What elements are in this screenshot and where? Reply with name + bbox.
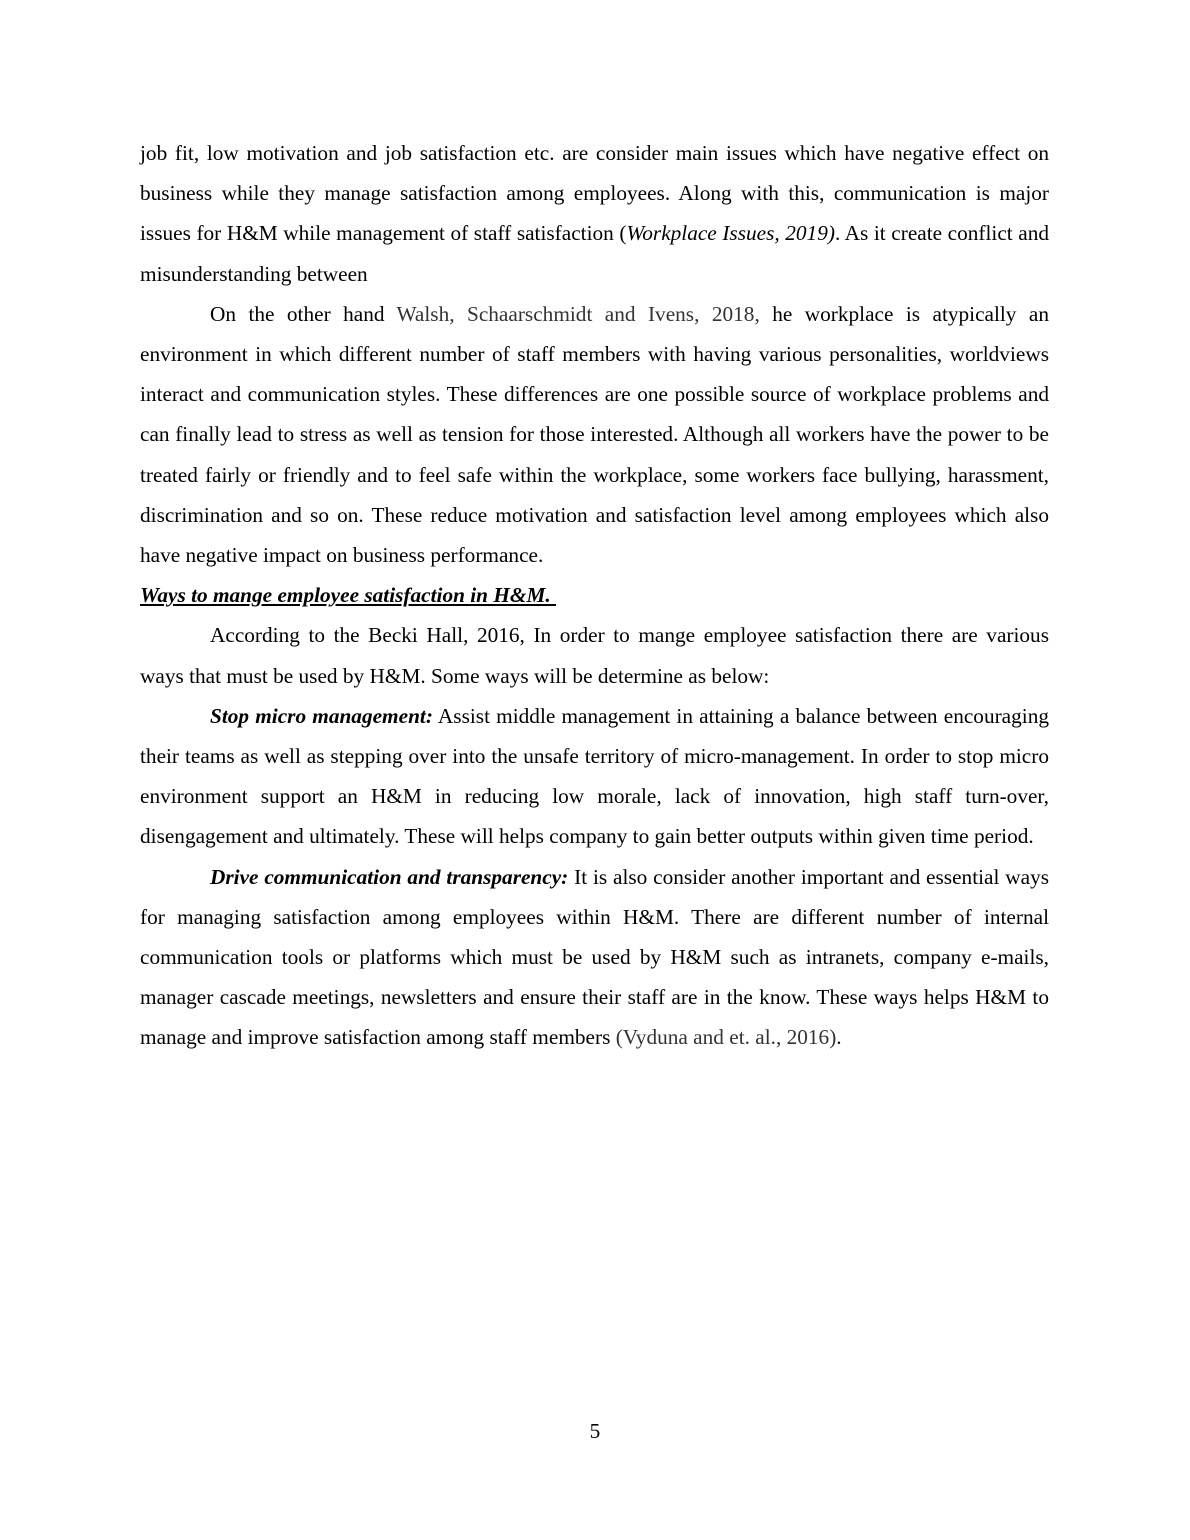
paragraph-communication [140, 857, 1049, 1058]
paragraph-text: he workplace is atypically an environment in which different number of staff members with having various personalities, worldviews interact and communication styles. These differences are one possible source of workplace problems and can finally lead to stress as well as tension for those interested. Although all workers have the power to be treated fairly or friendly and to feel safe within the workplace, some workers face bullying, harassment, discrimination and so on. These reduce motivation and satisfaction level among employees which also have negative impact on business performance. [140, 301, 1049, 568]
paragraph-text: According to the Becki Hall, 2016, In order to mange employee satisfaction there are various ways that must be used by H&M. Some ways will be determine as below: [140, 623, 1049, 688]
paragraph-text: On the other hand [210, 301, 397, 326]
paragraph-lead-title: Stop micro management: [210, 703, 433, 728]
paragraph-intro-ways [140, 615, 1049, 695]
paragraph-lead-title: Drive communication and transparency: [210, 864, 569, 889]
paragraph-text: It is also consider another important and essential ways for managing satisfaction among employees within H&M. There are different number of internal communication tools or platforms which must be used by H&M such as intranets, company e-mails, manager cascade meetings, newsletters and ensure their staff are in the know. These ways helps H&M to manage and improve satisfaction among staff members [140, 864, 1050, 1050]
paragraph-text: Assist middle management in attaining a balance between encouraging their teams as well as stepping over into the unsafe territory of micro-management. In order to stop micro environment support an H&M in reducing low morale, lack of innovation, high staff turn-over, disengagement and ultimately. These will helps company to gain better outputs within given time period. [140, 703, 1049, 849]
citation-workplace-issues: Workplace Issues, 2019) [626, 221, 835, 246]
page-number: 5 [589, 1419, 601, 1443]
document-page [140, 133, 1049, 1058]
paragraph-issues [140, 133, 1049, 294]
citation-vyduna: (Vyduna and et. al., 2016) [615, 1025, 837, 1050]
paragraph-text: job fit, low motivation and job satisfaction etc. are consider main issues which have negative effect on business while they manage satisfaction among employees. Along with this, communication is major issues for H&M while management of staff satisfaction ( [140, 141, 1049, 246]
citation-walsh: Walsh, Schaarschmidt and Ivens, 2018, [396, 301, 760, 326]
paragraph-text: . As it create conflict and misunderstanding between [140, 221, 1050, 286]
paragraph-text: . [836, 1025, 842, 1050]
section-heading: Ways to mange employee satisfaction in H&M. [140, 583, 557, 608]
paragraph-workplace-problems [140, 294, 1049, 575]
paragraph-micro-management [140, 696, 1049, 857]
